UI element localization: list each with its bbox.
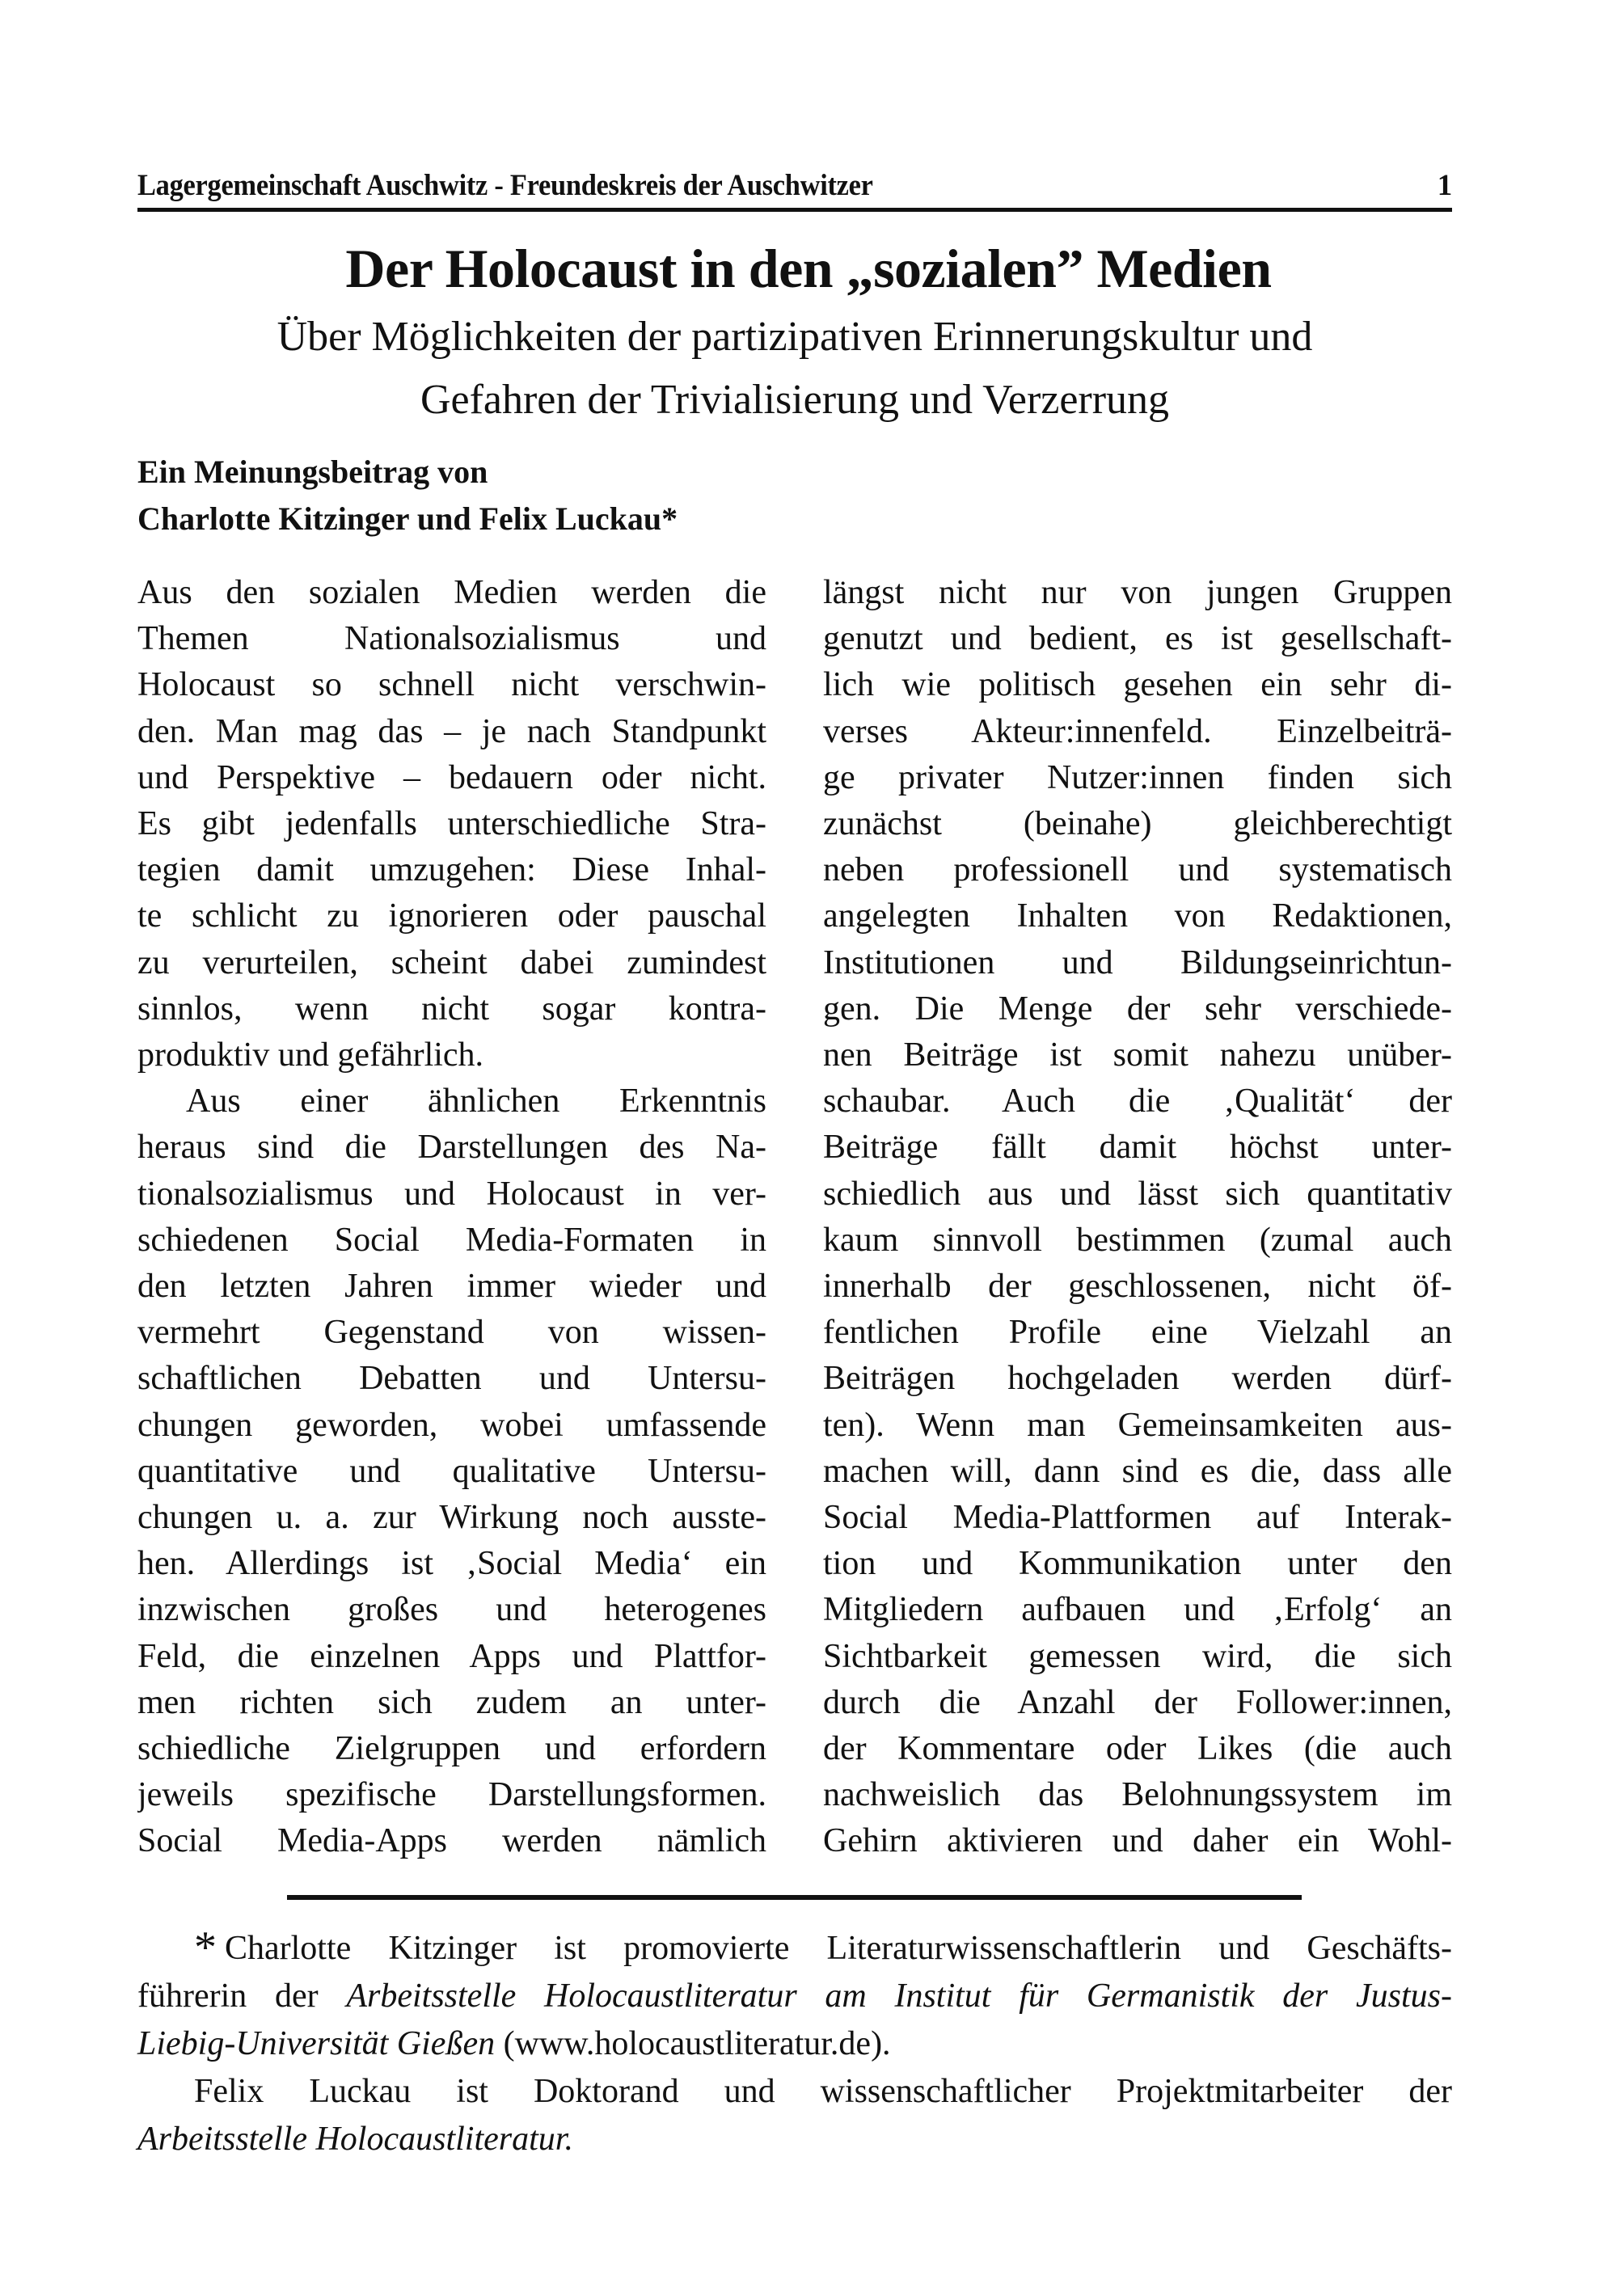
text-line: genutzt und bedient, es ist gesellschaft-	[823, 620, 1452, 658]
article-body	[137, 570, 1452, 1872]
text-line: schaubar. Auch die ‚Qualität‘ der	[823, 1083, 1452, 1121]
institution-name: Arbeitsstelle Holocaustliteratur.	[137, 2121, 573, 2158]
text-line: Social Media-Apps werden nämlich	[137, 1822, 766, 1860]
text-line: vermehrt Gegenstand von wissen-	[137, 1314, 766, 1352]
text-line: Beiträgen hochgeladen werden dürf-	[823, 1360, 1452, 1398]
text-line: machen will, dann sind es die, dass alle	[823, 1452, 1452, 1490]
text-line: quantitative und qualitative Untersu-	[137, 1452, 766, 1490]
text-line: Gehirn aktivieren und daher ein Wohl-	[823, 1822, 1452, 1860]
text-line: längst nicht nur von jungen Gruppen	[823, 574, 1452, 611]
text-line: heraus sind die Darstellungen des Na-	[137, 1129, 766, 1167]
text-line: Aus den sozialen Medien werden die	[137, 574, 766, 611]
text-line: men richten sich zudem an unter-	[137, 1683, 766, 1721]
article-title: Der Holocaust in den „sozialen” Medien	[345, 238, 1272, 299]
byline	[137, 449, 1108, 542]
text-line: ten). Wenn man Gemeinsamkeiten aus-	[823, 1406, 1452, 1444]
text-line: Es gibt jedenfalls unterschiedliche Stra-	[137, 805, 766, 843]
subtitle-line: Über Möglichkeiten der partizipativen Erinnerungskultur und	[277, 314, 1313, 360]
text-line: sinnlos, wenn nicht sogar kontra-	[137, 990, 766, 1028]
text-line: den. Man mag das – je nach Standpunkt	[137, 712, 766, 750]
text-line: schaftlichen Debatten und Untersu-	[137, 1360, 766, 1398]
byline-authors: Charlotte Kitzinger und Felix Luckau*	[137, 500, 678, 537]
text-line: zu verurteilen, scheint dabei zumindest	[137, 943, 766, 981]
footnote-1-line	[137, 2020, 1452, 2068]
paragraph	[137, 1078, 766, 1864]
text-line: chungen u. a. zur Wirkung noch ausste-	[137, 1499, 766, 1537]
text-line: Mitgliedern aufbauen und ‚Erfolg‘ an	[823, 1591, 1452, 1629]
text-line: Sichtbarkeit gemessen wird, die sich	[823, 1637, 1452, 1675]
running-header	[137, 162, 1452, 212]
footnote-2-line: Felix Luckau ist Doktorand und wissenschaftlicher Projektmitarbeiter der	[194, 2073, 1452, 2110]
text-line: ge privater Nutzer:innen finden sich	[823, 758, 1452, 796]
article-subtitle	[137, 306, 1452, 432]
page-number: 1	[1437, 169, 1452, 202]
text-line: Aus einer ähnlichen Erkenntnis	[186, 1083, 766, 1121]
text-line: Beiträge fällt damit höchst unter-	[823, 1129, 1452, 1167]
text-line: neben professionell und systematisch	[823, 851, 1452, 889]
footnote-2-line	[137, 2116, 1452, 2163]
publication-name: Lagergemeinschaft Auschwitz - Freundeskreis der Auschwitzer	[137, 169, 873, 202]
text-line: Holocaust so schnell nicht verschwin-	[137, 666, 766, 704]
text-line: tionalsozialismus und Holocaust in ver-	[137, 1175, 766, 1213]
text-line: tion und Kommunikation unter den	[823, 1545, 1452, 1583]
text-line: schiedlich aus und lässt sich quantitativ	[823, 1175, 1452, 1213]
footnotes	[137, 1924, 1452, 2163]
paragraph	[823, 570, 1452, 1865]
text-line: durch die Anzahl der Follower:innen,	[823, 1683, 1452, 1721]
text-line: chungen geworden, wobei umfassende	[137, 1406, 766, 1444]
right-column	[823, 570, 1452, 1872]
text-line: hen. Allerdings ist ‚Social Media‘ ein	[137, 1545, 766, 1583]
text-line: schiedliche Zielgruppen und erfordern	[137, 1730, 766, 1768]
text-line: Themen Nationalsozialismus und	[137, 620, 766, 658]
text-line: den letzten Jahren immer wieder und	[137, 1268, 766, 1306]
institution-name: Arbeitsstelle Holocaustliteratur am Institut für Germanistik der Justus-	[346, 1977, 1452, 2015]
byline-intro: Ein Meinungsbeitrag von	[137, 454, 488, 490]
left-column	[137, 570, 766, 1872]
footnote-1-line: führerin der Arbeitsstelle Holocaustliteratur am Institut für Germanistik der Justus-	[137, 1977, 1452, 2015]
university-name: Liebig-Universität Gießen	[137, 2025, 496, 2062]
text-line: und Perspektive – bedauern oder nicht.	[137, 758, 766, 796]
text-line: nachweislich das Belohnungssystem im	[823, 1776, 1452, 1814]
text-line: inzwischen großes und heterogenes	[137, 1591, 766, 1629]
text-line: jeweils spezifische Darstellungsformen.	[137, 1776, 766, 1814]
text-line: innerhalb der geschlossenen, nicht öf-	[823, 1268, 1452, 1306]
text-line: der Kommentare oder Likes (die auch	[823, 1730, 1452, 1768]
paragraph	[137, 570, 766, 1078]
text-line: Social Media-Plattformen auf Interak-	[823, 1499, 1452, 1537]
text-line: te schlicht zu ignorieren oder pauschal	[137, 897, 766, 935]
text-line: schiedenen Social Media-Formaten in	[137, 1221, 766, 1259]
text-line: kaum sinnvoll bestimmen (zumal auch	[823, 1221, 1452, 1259]
text-line: fentlichen Profile eine Vielzahl an	[823, 1314, 1452, 1352]
text-line: angelegten Inhalten von Redaktionen,	[823, 897, 1452, 935]
footnote-1-line: * Charlotte Kitzinger ist promovierte Literaturwissenschaftlerin und Geschäfts-	[194, 1922, 1452, 1973]
text-line: produktiv und gefährlich.	[137, 1036, 484, 1074]
text-line: verses Akteur:innenfeld. Einzelbeiträ-	[823, 712, 1452, 750]
text-line: nen Beiträge ist somit nahezu unüber-	[823, 1036, 1452, 1074]
text-line: lich wie politisch gesehen ein sehr di-	[823, 666, 1452, 704]
footnote-divider	[287, 1895, 1302, 1900]
text-line: tegien damit umzugehen: Diese Inhal-	[137, 851, 766, 889]
subtitle-line: Gefahren der Trivialisierung und Verzerrung	[420, 377, 1170, 423]
text-line: zunächst (beinahe) gleichberechtigt	[823, 805, 1452, 843]
asterisk-marker: *	[194, 1922, 217, 1973]
text-line: gen. Die Menge der sehr verschiede-	[823, 990, 1452, 1028]
website-reference: (www.holocaustliteratur.de).	[495, 2025, 891, 2062]
text-line: Institutionen und Bildungseinrichtun-	[823, 943, 1452, 981]
text-line: Feld, die einzelnen Apps und Plattfor-	[137, 1637, 766, 1675]
